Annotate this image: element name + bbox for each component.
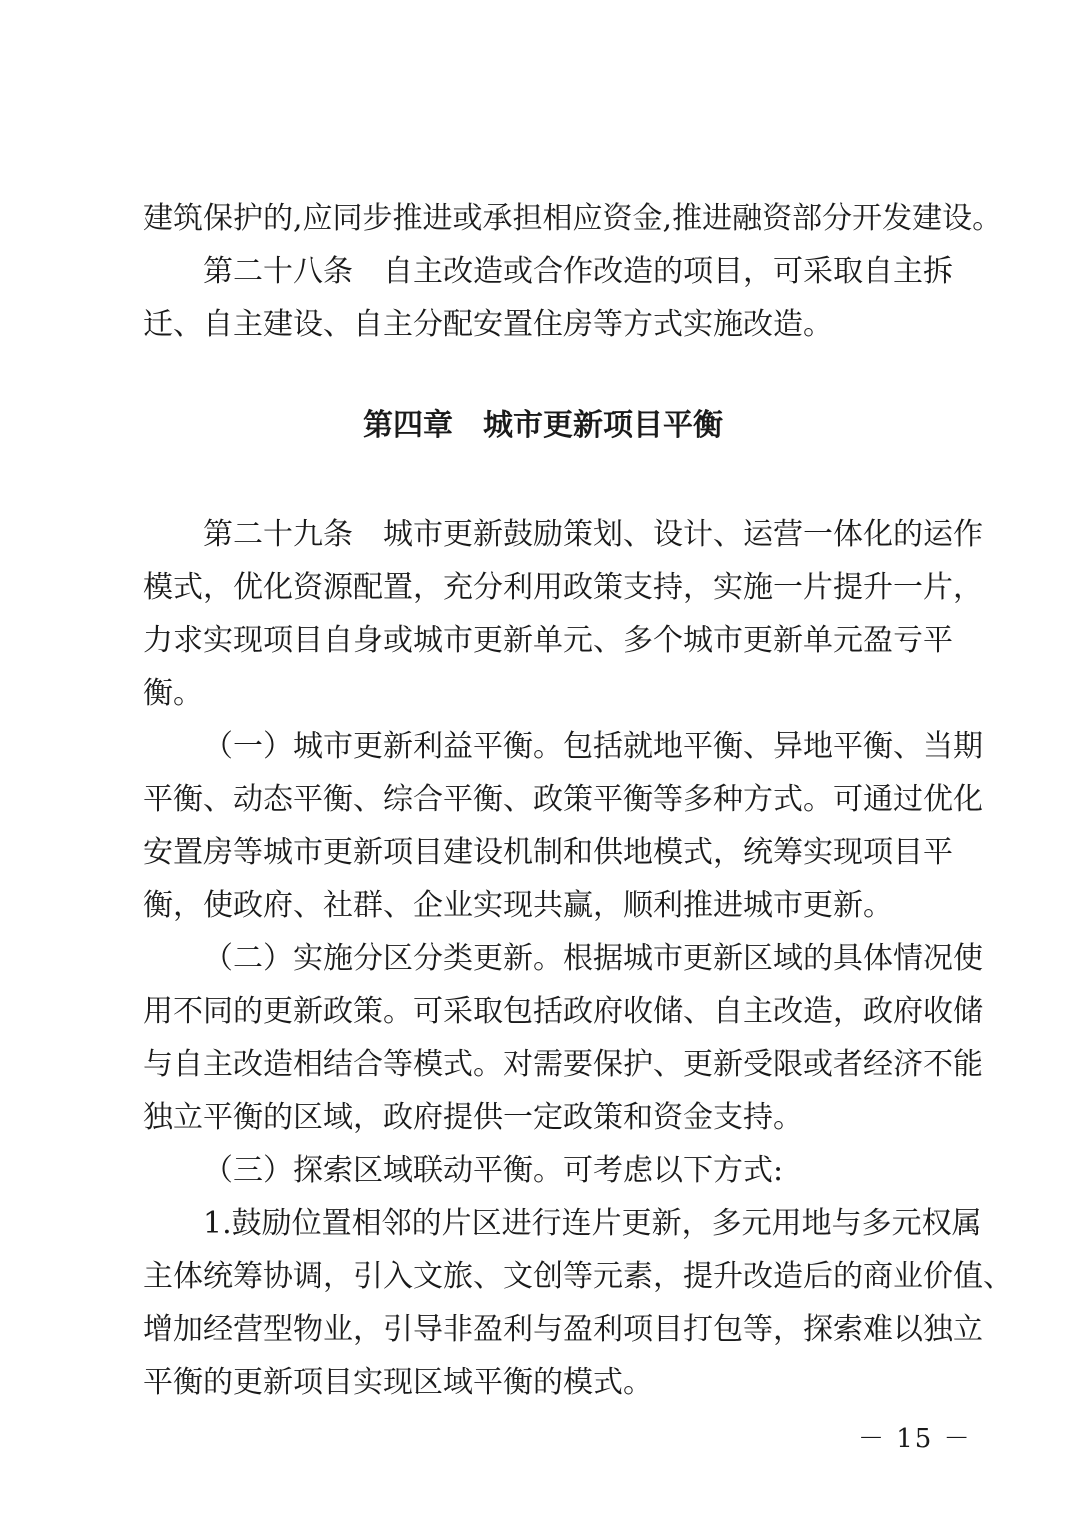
text-line: 与自主改造相结合等模式。对需要保护、更新受限或者经济不能 — [143, 1047, 983, 1082]
text-line: 独立平衡的区域，政府提供一定政策和资金支持。 — [143, 1100, 803, 1135]
paragraph-item-1 — [143, 720, 983, 932]
text-line: 衡。 — [143, 676, 203, 711]
page-number: － 15 － — [858, 1424, 972, 1454]
text-line: 1.鼓励位置相邻的片区进行连片更新，多元用地与多元权属 — [203, 1206, 982, 1241]
text-line: 迁、自主建设、自主分配安置住房等方式实施改造。 — [143, 307, 833, 342]
chapter-title: 第四章 城市更新项目平衡 — [363, 408, 723, 443]
document-page — [143, 192, 1013, 1409]
text-line: 第二十九条 城市更新鼓励策划、设计、运营一体化的运作 — [203, 517, 983, 552]
text-line: 主体统筹协调，引入文旅、文创等元素，提升改造后的商业价值、 — [143, 1259, 1013, 1294]
paragraph-article-29 — [143, 508, 983, 720]
text-line: 安置房等城市更新项目建设机制和供地模式，统筹实现项目平 — [143, 835, 953, 870]
text-line: 平衡的更新项目实现区域平衡的模式。 — [143, 1365, 653, 1400]
text-line: 模式，优化资源配置，充分利用政策支持，实施一片提升一片， — [143, 570, 983, 605]
paragraph-sub-item-1 — [143, 1197, 1013, 1409]
paragraph-article-28 — [143, 245, 953, 351]
text-line: 第二十八条 自主改造或合作改造的项目，可采取自主拆 — [203, 254, 953, 289]
text-line: 力求实现项目自身或城市更新单元、多个城市更新单元盈亏平 — [143, 623, 953, 658]
text-line: 建筑保护的,应同步推进或承担相应资金,推进融资部分开发建设。 — [143, 201, 1003, 236]
paragraph-1 — [143, 192, 1003, 245]
paragraph-item-2 — [143, 932, 983, 1144]
text-line: （二）实施分区分类更新。根据城市更新区域的具体情况使 — [203, 941, 983, 976]
paragraph-item-3 — [143, 1144, 943, 1197]
text-line: （一）城市更新利益平衡。包括就地平衡、异地平衡、当期 — [203, 729, 983, 764]
text-line: 用不同的更新政策。可采取包括政府收储、自主改造，政府收储 — [143, 994, 983, 1029]
text-line: 平衡、动态平衡、综合平衡、政策平衡等多种方式。可通过优化 — [143, 782, 983, 817]
text-line: 增加经营型物业，引导非盈利与盈利项目打包等，探索难以独立 — [143, 1312, 983, 1347]
text-line: 衡，使政府、社群、企业实现共赢，顺利推进城市更新。 — [143, 888, 893, 923]
text-line: （三）探索区域联动平衡。可考虑以下方式: — [203, 1153, 784, 1188]
